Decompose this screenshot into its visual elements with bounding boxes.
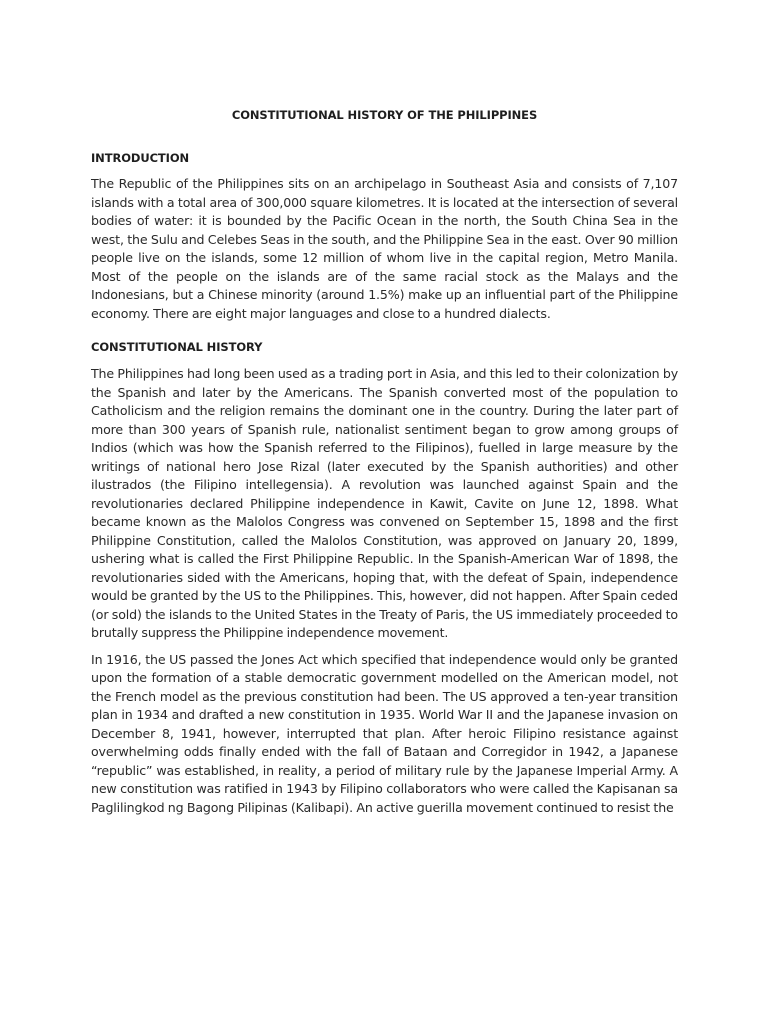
section-heading-introduction: INTRODUCTION [91,151,190,165]
introduction-paragraph: The Republic of the Philippines sits on an archipelago in Southeast Asia and consists of 7,107 islands with a total area of 300,000 square kilometres. It is located at the intersection of several bodies of water: it is bounded by the Pacific Ocean in the north, the South China Sea in the west, the Sulu and Celebes Seas in the south, and the Philippine Sea in the east. Over 90 million people live on the islands, some 12 million of whom live in the capital region, Metro Manila. Most of the people on the islands are of the same racial stock as the Malays and the Indonesians, but a Chinese minority (around 1.5%) make up an influential part of the Philippine economy. There are eight major languages and close to a hundred dialects. [91,176,678,321]
constitutional-history-paragraph-2: In 1916, the US passed the Jones Act which specified that independence would only be granted upon the formation of a stable democratic government modelled on the American model, not the French model as the previous constitution had been. The US approved a ten-year transition plan in 1934 and drafted a new constitution in 1935. World War II and the Japanese invasion on December 8, 1941, however, interrupted that plan. After heroic Filipino resistance against overwhelming odds finally ended with the fall of Bataan and Corregidor in 1942, a Japanese “republic” was established, in reality, a period of military rule by the Japanese Imperial Army. A new constitution was ratified in 1943 by Filipino collaborators who were called the Kapisanan sa Paglilingkod ng Bagong Pilipinas (Kalibapi). An active guerilla movement continued to resist the [91,651,678,815]
document-title: CONSTITUTIONAL HISTORY OF THE PHILIPPINES [231,108,538,122]
document-page [91,106,678,817]
constitutional-history-paragraph-1: The Philippines had long been used as a trading port in Asia, and this led to their colonization by the Spanish and later by the Americans. The Spanish converted most of the population to Catholicism and the religion remains the dominant one in the country. During the later part of more than 300 years of Spanish rule, nationalist sentiment began to grow among groups of Indios (which was how the Spanish referred to the Filipinos), fuelled in large measure by the writings of national hero Jose Rizal (later executed by the Spanish authorities) and other ilustrados (the Filipino intellegensia). A revolution was launched against Spain and the revolutionaries declared Philippine independence in Kawit, Cavite on June 12, 1898. What became known as the Malolos Congress was convened on September 15, 1898 and the first Philippine Constitution, called the Malolos Constitution, was approved on January 20, 1899, ushering what is called the First Philippine Republic. In the Spanish-American War of 1898, the revolutionaries sided with the Americans, hoping that, with the defeat of Spain, independence would be granted by the US to the Philippines. This, however, did not happen. After Spain ceded (or sold) the islands to the United States in the Treaty of Paris, the US immediately proceeded to brutally suppress the Philippine independence movement. [91,366,678,640]
section-heading-constitutional-history: CONSTITUTIONAL HISTORY [91,340,263,354]
